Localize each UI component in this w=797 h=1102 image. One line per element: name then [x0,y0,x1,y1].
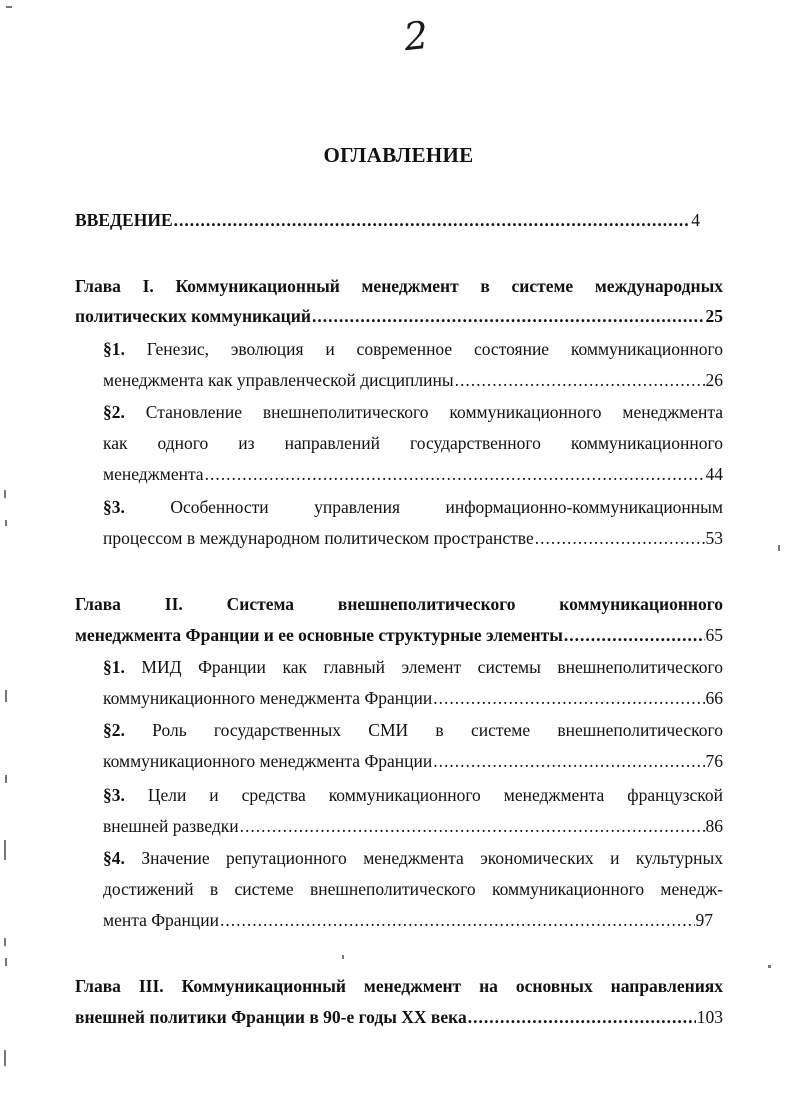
toc-entry-ch2-s2[interactable] [103,750,723,772]
ch2-s1-number: §1. [103,657,125,677]
scan-speck [342,955,344,959]
intro-title: ВВЕДЕНИЕ [75,210,173,230]
leader-dots [433,687,704,709]
leader-dots [174,209,691,231]
toc-entry-chapter3[interactable] [75,1006,723,1028]
toc-entry-ch1-s2[interactable] [103,463,723,485]
ch1-s3-text2: процессом в международном политическом пространстве [103,528,534,548]
scan-speck [5,775,7,783]
ch2-s1-text1: МИД Франции как главный элемент системы внешнеполитического [141,657,723,677]
ch1-s3-number: §3. [103,497,125,517]
ch1-s1-page: 26 [705,370,723,390]
scan-speck [4,1050,6,1066]
chapter2-page: 65 [705,625,723,645]
chapter1-title-line1: Глава I. Коммуникационный менеджмент в системе международных [75,276,723,296]
ch2-s4-text3: мента Франции [103,910,220,930]
ch2-s3-text1: Цели и средства коммуникационного менеджмента французской [147,785,723,805]
ch1-s1-text1: Генезис, эволюция и современное состояние коммуникационного [146,339,723,359]
ch1-s2-number: §2. [103,402,125,422]
handwritten-page-number: 2 [401,12,431,60]
chapter2-title-line1: Глава II. Система внешнеполитического коммуникационного [75,594,723,614]
toc-entry-ch2-s1[interactable] [103,687,723,709]
ch2-s2-page: 76 [705,751,723,771]
ch1-s2-line1 [103,401,723,423]
ch1-s3-text1: Особенности управления информационно-коммуникационным [170,497,723,517]
leader-dots [433,750,704,772]
ch2-s4-text1: Значение репутационного менеджмента экономических и культурных [141,848,723,868]
scan-speck [5,520,7,526]
leader-dots [205,463,705,485]
toc-entry-chapter2[interactable] [75,624,723,646]
ch2-s1-text2: коммуникационного менеджмента Франции [103,688,433,708]
chapter2-title-line2: менеджмента Франции и ее основные структурные элементы [75,625,563,645]
ch2-s3-number: §3. [103,785,125,805]
ch2-s4-line2: достижений в системе внешнеполитического коммуникационного менедж- [103,879,723,899]
chapter3-title-line2: внешней политики Франции в 90-е годы XX века [75,1007,467,1027]
intro-page: 4 [691,210,700,230]
leader-dots [312,305,705,327]
leader-dots [220,909,694,931]
scan-speck [768,965,771,968]
toc-entry-ch1-s1[interactable] [103,369,723,391]
ch2-s2-line1 [103,719,723,741]
ch1-s2-page: 44 [705,464,723,484]
leader-dots [535,527,705,549]
ch1-s1-line1 [103,338,723,360]
toc-entry-intro[interactable] [75,209,700,231]
leader-dots [564,624,705,646]
scan-speck [778,545,780,551]
leader-dots [240,815,705,837]
ch2-s2-text2: коммуникационного менеджмента Франции [103,751,433,771]
scan-speck [5,958,7,966]
ch2-s3-line1 [103,784,723,806]
ch2-s1-line1 [103,656,723,678]
toc-entry-ch1-s3[interactable] [103,527,723,549]
toc-entry-ch2-s4[interactable] [103,909,713,931]
scan-speck [4,938,6,946]
ch1-s1-text2: менеджмента как управленческой дисциплины [103,370,454,390]
ch2-s1-page: 66 [705,688,723,708]
toc-entry-ch2-s3[interactable] [103,815,723,837]
chapter1-title-line2: политических коммуникаций [75,306,311,326]
scan-speck [6,6,12,8]
ch1-s2-line2: как одного из направлений государственного коммуникационного [103,433,723,453]
ch1-s2-text1: Становление внешнеполитического коммуникационного менеджмента [145,402,723,422]
leader-dots [455,369,705,391]
chapter3-title-line1: Глава III. Коммуникационный менеджмент на основных направлениях [75,976,723,996]
scan-speck [4,490,6,498]
chapter3-page: 103 [696,1007,723,1027]
scan-speck [5,690,7,702]
chapter1-page: 25 [705,306,723,326]
toc-entry-chapter1[interactable] [75,305,723,327]
ch1-s2-text3: менеджмента [103,464,204,484]
leader-dots [468,1006,696,1028]
ch2-s3-text2: внешней разведки [103,816,239,836]
ch2-s4-number: §4. [103,848,125,868]
ch2-s3-page: 86 [705,816,723,836]
ch1-s3-line1 [103,496,723,518]
ch1-s3-page: 53 [705,528,723,548]
ch2-s4-page: 97 [695,910,713,930]
ch2-s2-text1: Роль государственных СМИ в системе внешнеполитического [152,720,723,740]
toc-heading: ОГЛАВЛЕНИЕ [323,143,474,167]
scan-speck [4,840,6,860]
ch2-s2-number: §2. [103,720,125,740]
ch2-s4-line1 [103,847,723,869]
ch1-s1-number: §1. [103,339,125,359]
